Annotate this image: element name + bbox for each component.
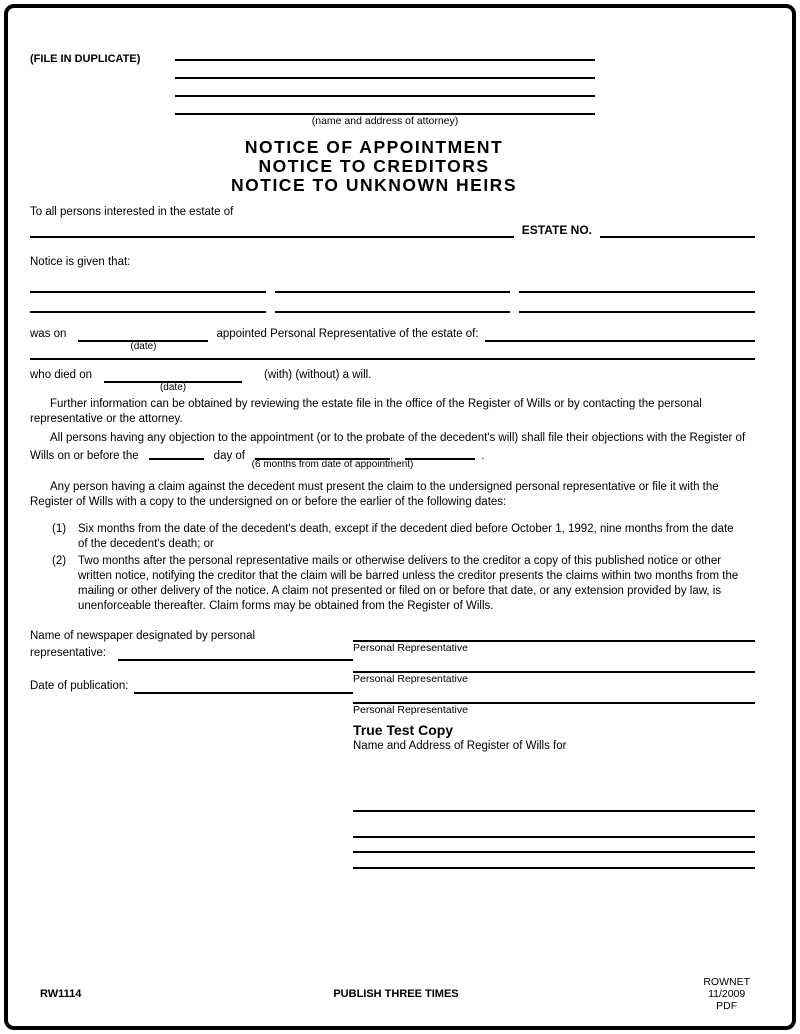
death-row bbox=[30, 368, 755, 393]
representative-signature-field-3[interactable] bbox=[353, 691, 755, 704]
publish-instruction: PUBLISH THREE TIMES bbox=[333, 988, 459, 1000]
newspaper-label-line-2: representative: bbox=[30, 647, 107, 659]
representative-signature-field-1[interactable] bbox=[353, 629, 755, 642]
attorney-address-field-3[interactable] bbox=[175, 97, 595, 115]
signature-block-3 bbox=[353, 691, 755, 717]
representative-name-field-2[interactable] bbox=[275, 274, 511, 293]
personal-representative-label-1: Personal Representative bbox=[353, 642, 468, 654]
attorney-section bbox=[30, 46, 755, 128]
claim-deadline-item-1 bbox=[30, 522, 755, 552]
appointment-row bbox=[30, 327, 755, 352]
six-months-caption: (6 months from date of appointment) bbox=[251, 459, 414, 470]
form-revision-block bbox=[703, 976, 750, 1012]
signature-block-2 bbox=[353, 660, 755, 686]
signature-section bbox=[30, 629, 755, 869]
who-died-on-label: who died on bbox=[30, 369, 93, 381]
estate-of-field-continued[interactable] bbox=[30, 358, 755, 360]
register-address-field-2[interactable] bbox=[353, 836, 755, 838]
newspaper-label-line-1: Name of newspaper designated by personal bbox=[30, 630, 256, 642]
notice-given-label: Notice is given that: bbox=[30, 256, 131, 268]
attorney-name-field[interactable] bbox=[175, 46, 595, 61]
estate-of-field[interactable] bbox=[485, 328, 755, 342]
form-number: RW1114 bbox=[40, 988, 82, 1000]
personal-representative-label-2: Personal Representative bbox=[353, 673, 468, 685]
register-of-wills-label: Name and Address of Register of Wills for bbox=[353, 740, 567, 752]
to-all-persons-label: To all persons interested in the estate of bbox=[30, 206, 234, 218]
register-of-wills-address-block bbox=[353, 810, 755, 869]
day-of-label: day of bbox=[213, 450, 245, 462]
was-on-label: was on bbox=[30, 328, 67, 340]
objection-paragraph bbox=[30, 431, 755, 470]
newspaper-column bbox=[30, 629, 353, 869]
period-text: . bbox=[481, 450, 485, 462]
objection-month-field[interactable] bbox=[251, 446, 414, 470]
form-footer bbox=[30, 976, 762, 1016]
attorney-address-field-1[interactable] bbox=[175, 61, 595, 79]
estate-row bbox=[30, 222, 755, 238]
attorney-caption: (name and address of attorney) bbox=[311, 115, 459, 127]
publication-date-field[interactable] bbox=[134, 680, 353, 694]
representative-name-field-3[interactable] bbox=[519, 274, 755, 293]
representative-signature-field-2[interactable] bbox=[353, 660, 755, 673]
attorney-address-block bbox=[175, 46, 595, 128]
with-without-will-label: (with) (without) a will. bbox=[264, 369, 372, 381]
register-address-field-3[interactable] bbox=[353, 851, 755, 853]
item-1-number: (1) bbox=[52, 523, 67, 535]
form-title bbox=[30, 138, 718, 195]
file-in-duplicate-label: (FILE IN DUPLICATE) bbox=[30, 53, 141, 65]
comma-text: , bbox=[390, 450, 394, 462]
appointment-date-caption: (date) bbox=[130, 341, 157, 352]
revision-format: PDF bbox=[716, 1000, 738, 1012]
representative-signature-column bbox=[353, 629, 755, 869]
death-date-caption: (date) bbox=[159, 382, 187, 393]
claim-deadline-item-2 bbox=[30, 554, 755, 614]
revision-source: ROWNET bbox=[703, 976, 750, 988]
death-date-field[interactable] bbox=[104, 369, 242, 393]
title-line-2: NOTICE TO CREDITORS bbox=[258, 156, 490, 176]
form-page bbox=[4, 4, 796, 1030]
true-test-copy-label: True Test Copy bbox=[353, 722, 454, 738]
title-line-1: NOTICE OF APPOINTMENT bbox=[244, 137, 504, 157]
register-address-field-4[interactable] bbox=[353, 867, 755, 869]
objection-year-field[interactable] bbox=[405, 447, 475, 460]
objection-day-field[interactable] bbox=[149, 447, 204, 460]
appointment-date-field[interactable] bbox=[78, 328, 208, 352]
appointed-label: appointed Personal Representative of the estate of: bbox=[216, 328, 479, 340]
title-line-3: NOTICE TO UNKNOWN HEIRS bbox=[231, 175, 517, 195]
signature-block-1 bbox=[353, 629, 755, 655]
objection-text: All persons having any objection to the appointment (or to the probate of the decedent's will) shall file their objections with the Register of Wills on or before the bbox=[30, 432, 746, 462]
estate-no-field[interactable] bbox=[600, 236, 755, 238]
further-information-paragraph: Further information can be obtained by reviewing the estate file in the office of the Register of Wills or by contacting the personal representative or the attorney. bbox=[30, 398, 702, 425]
estate-name-field[interactable] bbox=[30, 236, 514, 238]
item-1-text: Six months from the date of the decedent's death, except if the decedent died before October 1, 1992, nine months from the date of the decedent's death; or bbox=[78, 523, 734, 550]
date-of-publication-label: Date of publication: bbox=[30, 680, 129, 692]
attorney-address-field-2[interactable] bbox=[175, 79, 595, 97]
personal-representative-label-3: Personal Representative bbox=[353, 704, 468, 716]
revision-date: 11/2009 bbox=[708, 988, 746, 1000]
register-address-field-1[interactable] bbox=[353, 810, 755, 812]
estate-no-label: ESTATE NO. bbox=[521, 223, 592, 237]
representative-name-field-1[interactable] bbox=[30, 274, 266, 293]
representative-names-row-1 bbox=[30, 270, 755, 293]
item-2-number: (2) bbox=[52, 555, 67, 567]
item-2-text: Two months after the personal representative mails or otherwise delivers to the creditor a copy of this published notice or other written notice, notifying the creditor that the claim will be barred unless the creditor presents the claims within two months from the mailing or other delivery of the notice. A claim not presented or filed on or before that date, or any extension provided by law, is unenforceable thereafter. Claim forms may be obtained from the Register of Wills. bbox=[78, 555, 739, 612]
newspaper-name-field[interactable] bbox=[118, 647, 353, 661]
representative-name-field-4[interactable] bbox=[30, 293, 266, 313]
representative-name-field-5[interactable] bbox=[275, 293, 511, 313]
claim-paragraph: Any person having a claim against the decedent must present the claim to the undersigned personal representative or file it with the Register of Wills with a copy to the undersigned on or before the earlier of the following dates: bbox=[30, 481, 719, 508]
representative-names-row-2 bbox=[30, 293, 755, 313]
representative-name-field-6[interactable] bbox=[519, 293, 755, 313]
